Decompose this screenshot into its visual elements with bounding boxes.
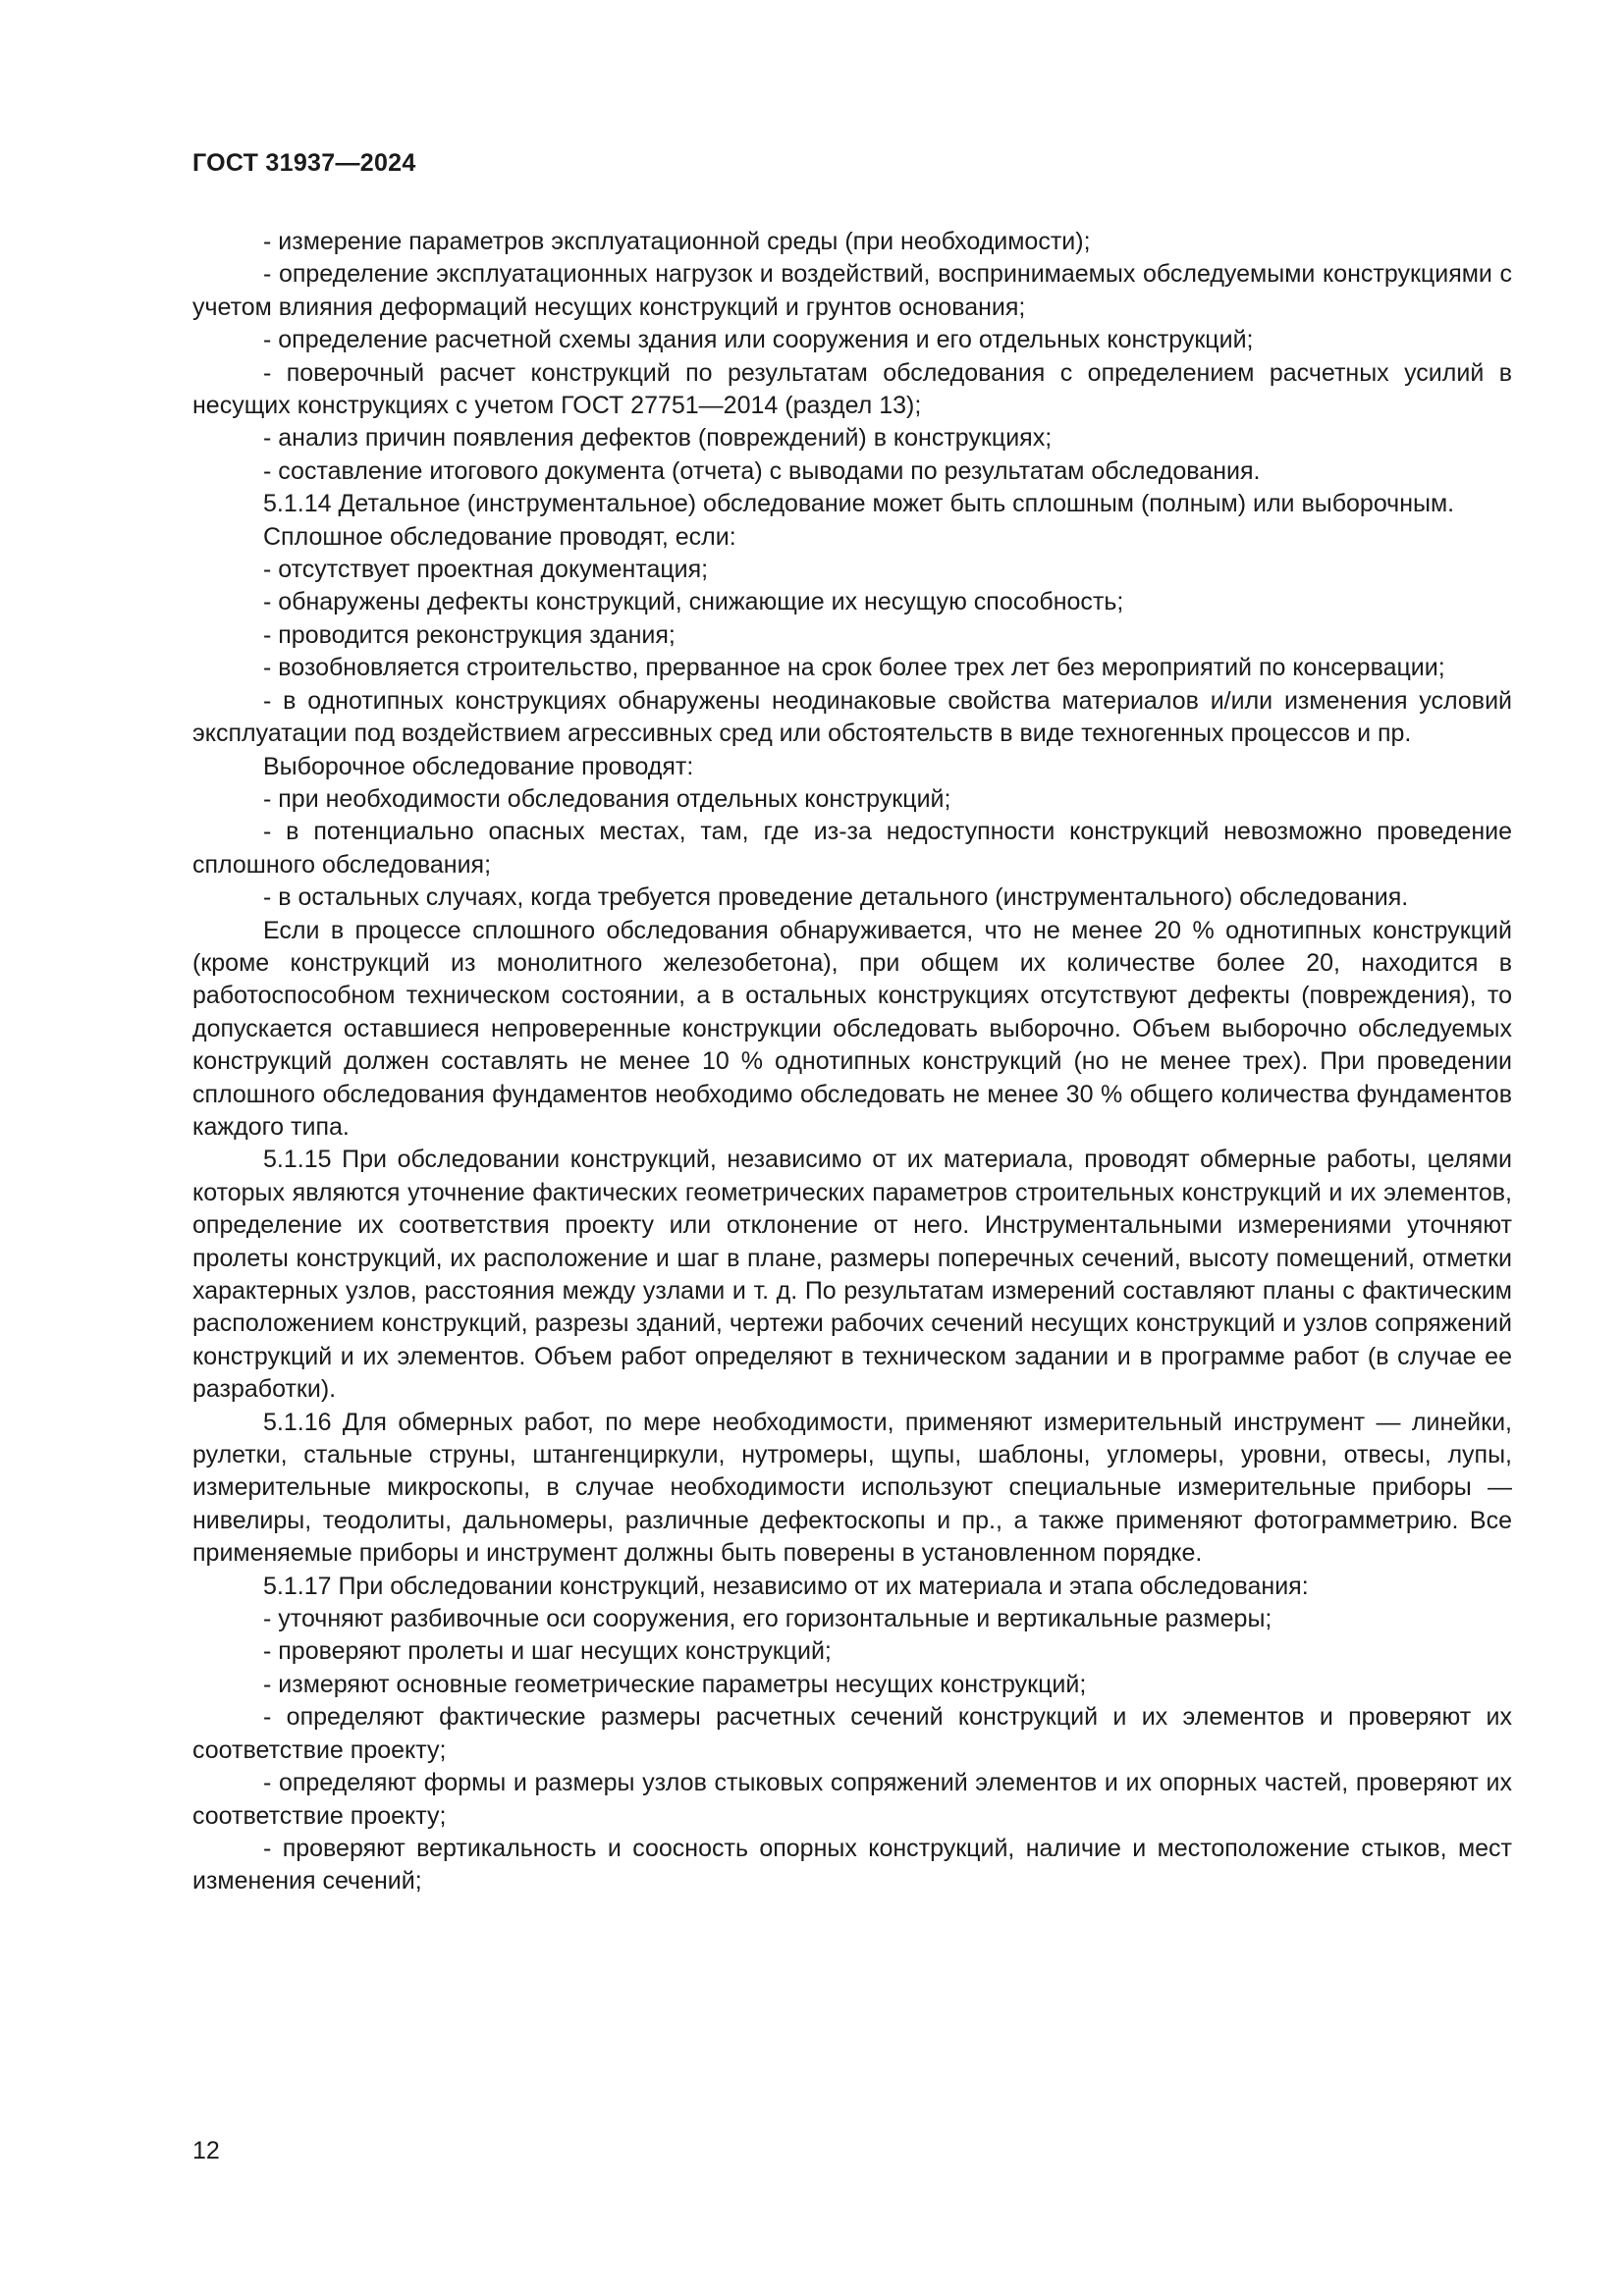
body-paragraph: 5.1.17 При обследовании конструкций, независимо от их материала и этапа обследования: — [263, 1572, 1309, 1600]
document-body — [192, 226, 1512, 1898]
body-paragraph: - при необходимости обследования отдельных конструкций; — [263, 784, 951, 813]
body-paragraph: - в остальных случаях, когда требуется проведение детального (инструментального) обследования. — [263, 883, 1409, 912]
body-paragraph: Если в процессе сплошного обследования обнаруживается, что не менее 20 % однотипных конструкций (кроме конструкций из монолитного железобетона), при общем их количестве более 20, находится в работоспособном техническом состоянии, а в остальных конструкциях отсутствуют дефекты (повреждения), то допускается оставшиеся непроверенные конструкции обследовать выборочно. Объем выборочно обследуемых конструкций должен составлять не менее 10 % однотипных конструкций (но не менее трех). При проведении сплошного обследования фундаментов необходимо обследовать не менее 30 % общего количества фундаментов каждого типа. — [192, 916, 1512, 1141]
body-paragraph: - поверочный расчет конструкций по результатам обследования с определением расчетных усилий в несущих конструкциях с учетом ГОСТ 27751—2014 (раздел 13); — [192, 358, 1512, 420]
body-paragraph: - измеряют основные геометрические параметры несущих конструкций; — [263, 1670, 1087, 1698]
body-paragraph: - проверяют вертикальность и соосность опорных конструкций, наличие и местоположение стыков, мест изменения сечений; — [192, 1834, 1512, 1896]
body-paragraph: Сплошное обследование проводят, если: — [263, 522, 736, 551]
body-paragraph: - определение расчетной схемы здания или сооружения и его отдельных конструкций; — [263, 326, 1254, 354]
body-paragraph: - в однотипных конструкциях обнаружены неодинаковые свойства материалов и/или изменения условий эксплуатации под воздействием агрессивных сред или обстоятельств в виде техногенных процессов и пр. — [192, 686, 1512, 748]
body-paragraph: - возобновляется строительство, прерванное на срок более трех лет без мероприятий по консервации; — [263, 654, 1445, 682]
body-paragraph: 5.1.15 При обследовании конструкций, независимо от их материала, проводят обмерные работы, целями которых являются уточнение фактических геометрических параметров строительных конструкций и их элементов, определение их соответствия проекту или отклонение от него. Инструментальными измерениями уточняют пролеты конструкций, их расположение и шаг в плане, размеры поперечных сечений, высоту помещений, отметки характерных узлов, расстояния между узлами и т. д. По результатам измерений составляют планы с фактическим расположением конструкций, разрезы зданий, чертежи рабочих сечений несущих конструкций и узлов сопряжений конструкций и их элементов. Объем работ определяют в техническом задании и в программе работ (в случае ее разработки). — [192, 1146, 1512, 1404]
body-paragraph: - анализ причин появления дефектов (повреждений) в конструкциях; — [263, 424, 1053, 453]
body-paragraph: - отсутствует проектная документация; — [263, 556, 709, 584]
body-paragraph: Выборочное обследование проводят: — [263, 752, 694, 780]
body-paragraph: - проводится реконструкция здания; — [263, 620, 676, 649]
body-paragraph: - составление итогового документа (отчета) с выводами по результатам обследования. — [263, 456, 1261, 485]
body-paragraph: - измерение параметров эксплуатационной среды (при необходимости); — [263, 228, 1091, 255]
body-paragraph: - обнаружены дефекты конструкций, снижающие их несущую способность; — [263, 588, 1124, 616]
body-paragraph: - в потенциально опасных местах, там, где из-за недоступности конструкций невозможно проведение сплошного обследования; — [192, 818, 1512, 879]
body-paragraph: 5.1.14 Детальное (инструментальное) обследование может быть сплошным (полным) или выборочным. — [263, 490, 1455, 518]
page-number: 12 — [192, 2137, 220, 2164]
body-paragraph: - определение эксплуатационных нагрузок и воздействий, воспринимаемых обследуемыми конструкциями с учетом влияния деформаций несущих конструкций и грунтов основания; — [192, 260, 1512, 321]
body-paragraph: - уточняют разбивочные оси сооружения, его горизонтальные и вертикальные размеры; — [263, 1605, 1272, 1633]
body-paragraph: - определяют формы и размеры узлов стыковых сопряжений элементов и их опорных частей, проверяют их соответствие проекту; — [192, 1769, 1512, 1830]
body-paragraph: - проверяют пролеты и шаг несущих конструкций; — [263, 1637, 832, 1666]
body-paragraph: - определяют фактические размеры расчетных сечений конструкций и их элементов и проверяют их соответствие проекту; — [192, 1703, 1512, 1764]
document-header-code: ГОСТ 31937—2024 — [192, 149, 416, 177]
body-paragraph: 5.1.16 Для обмерных работ, по мере необходимости, применяют измерительный инструмент — линейки, рулетки, стальные струны, штангенциркули, нутромеры, щупы, шаблоны, угломеры, уровни, отвесы, лупы, измерительные микроскопы, в случае необходимости используют специальные измерительные приборы — нивелиры, теодолиты, дальномеры, различные дефектоскопы и пр., а также применяют фотограмметрию. Все применяемые приборы и инструмент должны быть поверены в установленном порядке. — [192, 1408, 1512, 1568]
